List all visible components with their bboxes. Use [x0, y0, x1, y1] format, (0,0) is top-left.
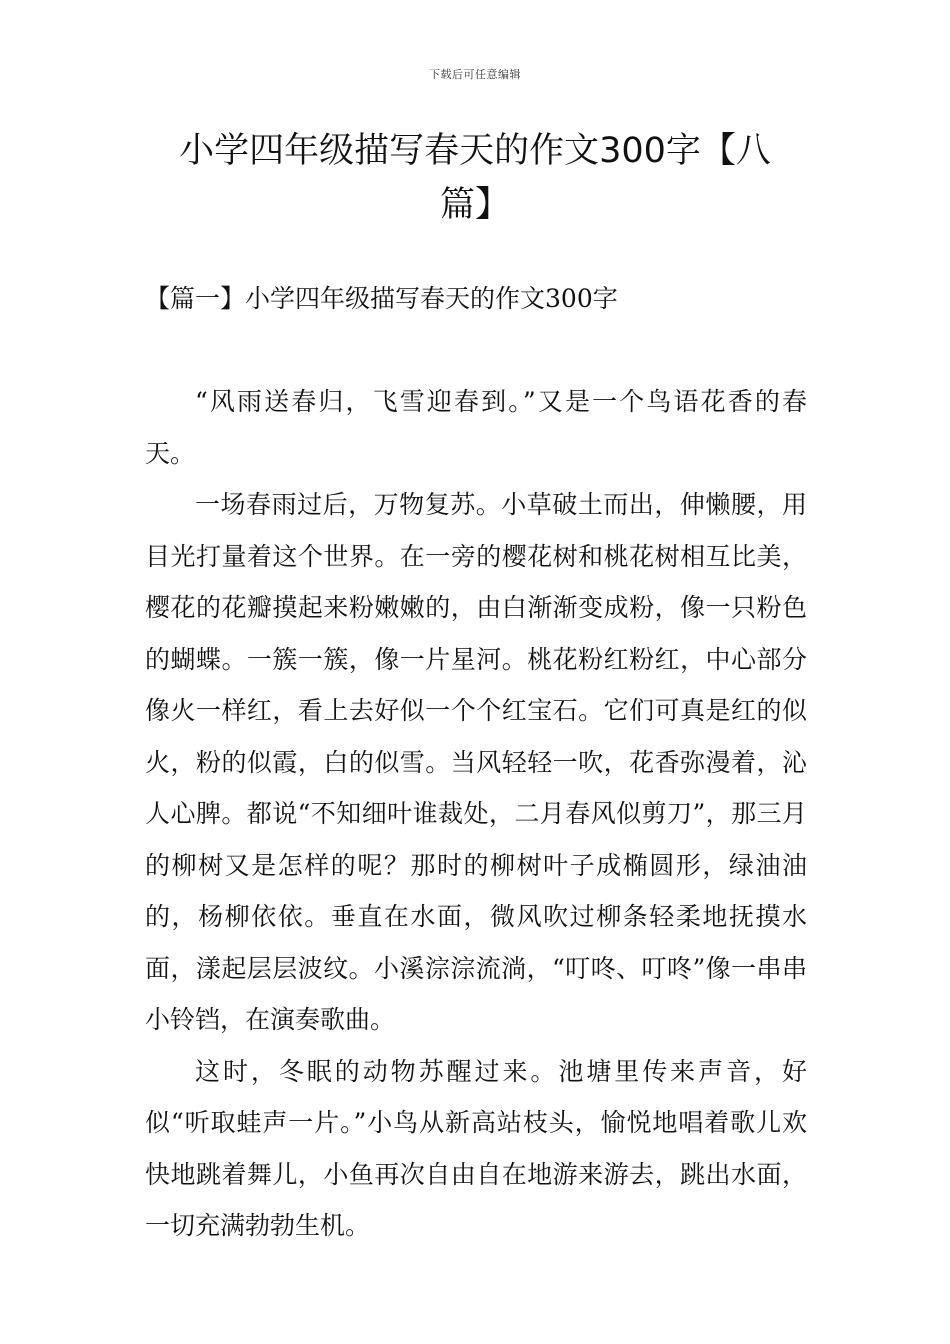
essay-body — [145, 376, 807, 1252]
document-title: 小学四年级描写春天的作文300字【八篇】 — [179, 131, 771, 225]
header-note: 下载后可任意编辑 — [429, 68, 521, 81]
paragraph: “风雨送春归，飞雪迎春到。”又是一个鸟语花香的春天。 — [145, 387, 807, 468]
section-heading: 【篇一】小学四年级描写春天的作文300字 — [145, 284, 618, 313]
paragraph: 这时，冬眠的动物苏醒过来。池塘里传来声音，好似“听取蛙声一片。”小鸟从新高站枝头，愉悦地唱着歌儿欢快地跳着舞儿，小鱼再次自由自在地游来游去，跳出水面，一切充满勃勃生机。 — [145, 1056, 807, 1240]
paragraph: 一场春雨过后，万物复苏。小草破土而出，伸懒腰，用目光打量着这个世界。在一旁的樱花树和桃花树相互比美，樱花的花瓣摸起来粉嫩嫩的，由白渐渐变成粉，像一只粉色的蝴蝶。一簇一簇，像一片星河。桃花粉红粉红，中心部分像火一样红，看上去好似一个个红宝石。它们可真是红的似火，粉的似霞，白的似雪。当风轻轻一吹，花香弥漫着，沁人心脾。都说“不知细叶谁裁处，二月春风似剪刀”，那三月的柳树又是怎样的呢？那时的柳树叶子成椭圆形，绿油油的，杨柳依依。垂直在水面，微风吹过柳条轻柔地抚摸水面，漾起层层波纹。小溪淙淙流淌，“叮咚、叮咚”像一串串小铃铛，在演奏歌曲。 — [145, 490, 807, 1034]
